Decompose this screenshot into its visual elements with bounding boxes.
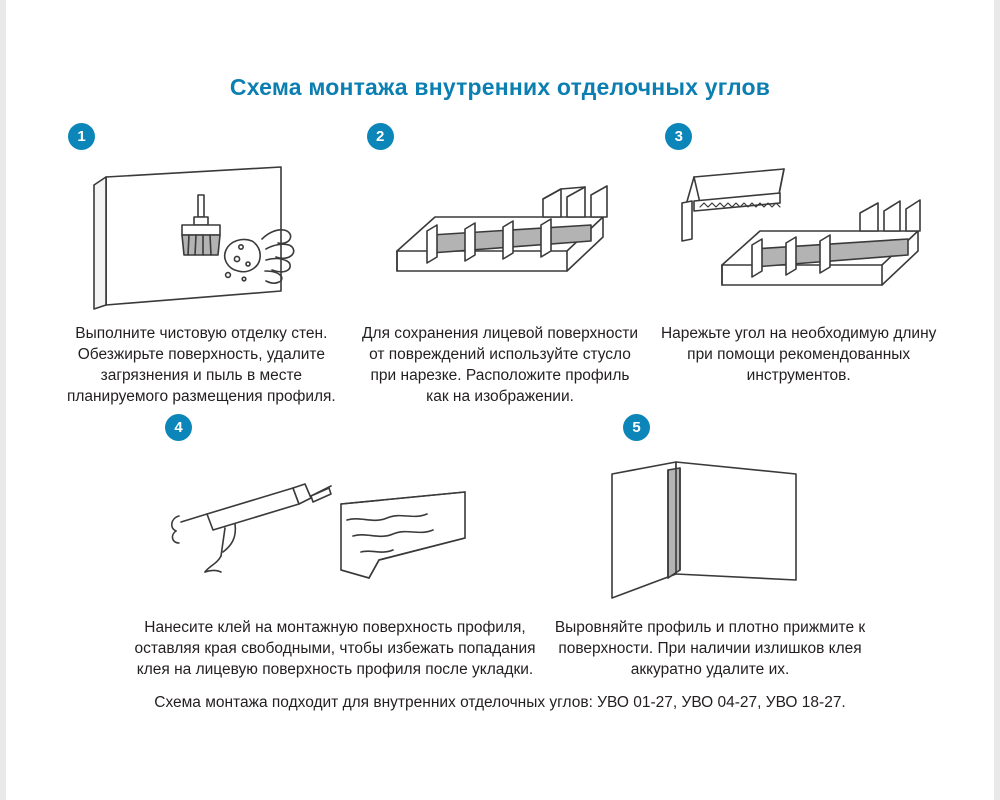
wall-brush-sponge-icon	[76, 159, 326, 314]
step-1	[52, 123, 351, 408]
step-number-badge: 2	[367, 123, 394, 150]
step-5-illustration	[580, 445, 840, 610]
step-2	[351, 123, 650, 408]
step-2-badge-wrap	[351, 123, 650, 150]
steps-row-bottom	[0, 414, 1000, 681]
step-1-badge-wrap	[52, 123, 351, 150]
step-2-illustration	[375, 156, 625, 316]
miter-box-saw-icon	[674, 159, 924, 314]
step-1-illustration	[76, 156, 326, 316]
step-number-badge: 1	[68, 123, 95, 150]
step-5-badge-wrap	[545, 414, 875, 441]
step-number-badge: 5	[623, 414, 650, 441]
footer-note: Схема монтажа подходит для внутренних отделочных углов: УВО 01-27, УВО 04-27, УВО 18-27.	[154, 694, 846, 712]
page-edge-right	[994, 0, 1000, 800]
step-1-caption: Выполните чистовую отделку стен. Обезжирьте поверхность, удалите загрязнения и пыль в месте планируемого размещения профиля.	[66, 325, 336, 405]
glue-gun-profile-icon	[165, 452, 505, 602]
page-edge-left	[0, 0, 6, 800]
step-number-badge: 3	[665, 123, 692, 150]
step-3-caption: Нарежьте угол на необходимую длину при помощи рекомендованных инструментов.	[660, 325, 937, 384]
step-4-caption: Нанесите клей на монтажную поверхность профиля, оставляя края свободными, чтобы избежать попадания клея на лицевую поверхность профиля после укладки.	[134, 618, 536, 678]
step-4	[125, 414, 545, 681]
step-number-badge: 4	[165, 414, 192, 441]
page-title: Схема монтажа внутренних отделочных углов	[229, 74, 771, 100]
step-3-illustration	[674, 156, 924, 316]
step-2-caption: Для сохранения лицевой поверхности от повреждений используйте стусло при нарезке. Расположите профиль как на изображении.	[362, 325, 638, 405]
steps-row-top	[0, 123, 1000, 408]
step-4-illustration	[165, 445, 505, 610]
corner-mounting-icon	[580, 452, 840, 602]
miter-box-profile-icon	[375, 159, 625, 314]
step-3	[649, 123, 948, 387]
step-5	[545, 414, 875, 681]
step-4-badge-wrap	[125, 414, 545, 441]
step-5-caption: Выровняйте профиль и плотно прижмите к поверхности. При наличии излишков клея аккуратно удалите их.	[554, 618, 866, 678]
step-3-badge-wrap	[649, 123, 948, 150]
